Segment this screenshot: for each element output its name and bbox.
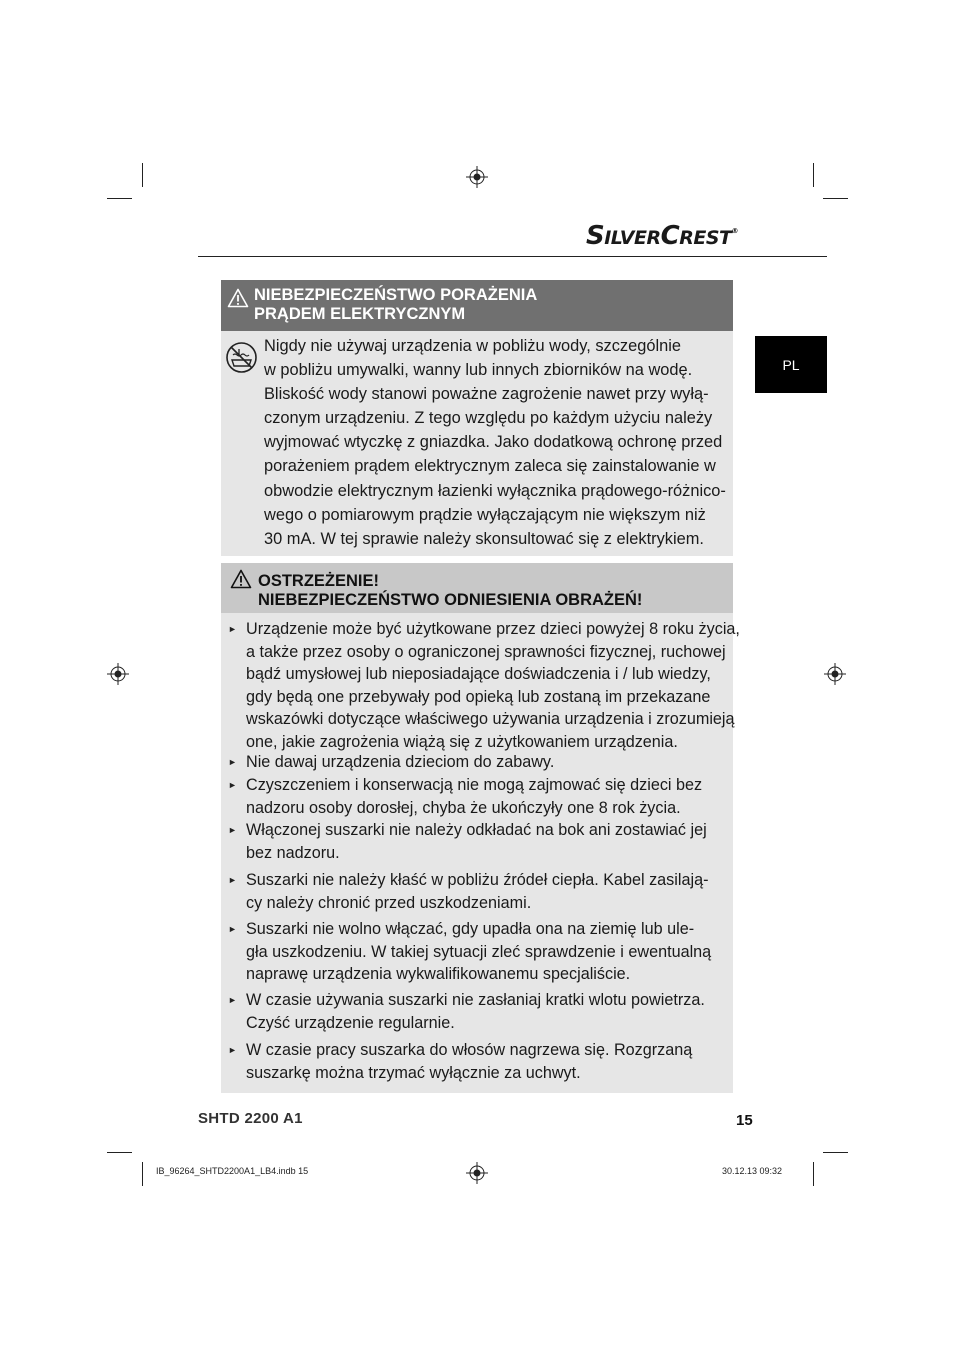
no-water-bath-icon [225, 341, 258, 374]
warning-box-header [221, 563, 733, 613]
language-tab: PL [755, 336, 827, 393]
warning-title-line: NIEBEZPIECZEŃSTWO ODNIESIENIA OBRAŻEŃ! [258, 591, 643, 609]
bullet-arrow-icon: ► [228, 875, 237, 885]
list-item-line: a także przez osoby o ograniczonej sprawności fizycznej, ruchowej [246, 642, 726, 661]
list-item-line: Czyszczeniem i konserwacją nie mogą zajmować się dzieci bez [246, 776, 703, 794]
warning-triangle-icon [230, 569, 252, 589]
print-slug-date: 30.12.13 09:32 [722, 1166, 783, 1176]
bullet-arrow-icon: ► [228, 780, 237, 790]
list-item-line: cy należy chronić przed uszkodzeniami. [246, 893, 532, 912]
danger-title-line: NIEBEZPIECZEŃSTWO PORAŻENIA [254, 286, 538, 304]
list-item-line: wskazówki dotyczące właściwego używania urządzenia i zrozumieją [246, 710, 735, 728]
paragraph-line: Bliskość wody stanowi poważne zagrożenie nawet przy wyłą- [264, 385, 709, 404]
list-item-line: Urządzenie może być użytkowane przez dzieci powyżej 8 roku życia, [246, 620, 740, 638]
bullet-arrow-icon: ► [228, 995, 237, 1005]
bullet-arrow-icon: ► [228, 825, 237, 835]
registration-mark-icon [824, 663, 846, 685]
crop-mark [823, 198, 848, 199]
print-slug-file: IB_96264_SHTD2200A1_LB4.indb 15 [156, 1166, 309, 1176]
list-item-line: Czyść urządzenie regularnie. [246, 1013, 455, 1032]
crop-mark [142, 163, 143, 187]
bullet-arrow-icon: ► [228, 757, 237, 767]
crop-mark [813, 163, 814, 187]
paragraph-line: wego o pomiarowym prądzie wyłączającym nie większym niż [264, 505, 706, 524]
crop-mark [107, 1152, 132, 1153]
bullet-arrow-icon: ► [228, 924, 237, 934]
list-item-line: bądź umysłowej lub nieposiadające doświadczenia i / lub wiedzy, [246, 665, 711, 683]
list-item-line: bez nadzoru. [246, 843, 340, 862]
paragraph-line: Nigdy nie używaj urządzenia w pobliżu wody, szczególnie [264, 337, 681, 355]
danger-paragraph [264, 334, 730, 551]
list-item-line: one, jakie zagrożenia wiążą się z użytkowaniem urządzenia. [246, 732, 678, 751]
crop-mark [813, 1162, 814, 1186]
brand-logo: SILVERCREST® [586, 221, 738, 251]
paragraph-line: czonym urządzeniu. Z tego względu po każdym użyciu należy [264, 409, 713, 428]
list-item-line: Nie dawaj urządzenia dzieciom do zabawy. [246, 753, 555, 771]
list-item-line: nadzoru osoby dorosłej, chyba że ukończyły one 8 rok życia. [246, 798, 681, 817]
page-number: 15 [736, 1112, 753, 1129]
paragraph-line: wyjmować wtyczkę z gniazdka. Jako dodatkową ochronę przed [264, 433, 723, 452]
bullet-arrow-icon: ► [228, 624, 237, 634]
model-number: SHTD 2200 A1 [198, 1110, 303, 1127]
list-item-line: gła uszkodzeniu. W takiej sytuacji zleć sprawdzenie i ewentualną [246, 942, 712, 961]
list-item-line: W czasie pracy suszarka do włosów nagrzewa się. Rozgrzaną [246, 1041, 693, 1059]
warning-triangle-icon [227, 288, 249, 308]
crop-mark [823, 1152, 848, 1153]
list-item-line: naprawę urządzenia wykwalifikowanemu specjaliście. [246, 965, 631, 983]
paragraph-line: 30 mA. W tej sprawie należy skonsultować się z elektrykiem. [264, 529, 704, 548]
paragraph-line: obwodzie elektrycznym łazienki wyłącznika prądowego-różnico- [264, 481, 726, 500]
list-item-line: Włączonej suszarki nie należy odkładać na bok ani zostawiać jej [246, 821, 707, 839]
paragraph-line: w pobliżu umywalki, wanny lub innych zbiorników na wodę. [264, 361, 693, 380]
list-item-line: Suszarki nie należy kłaść w pobliżu źródeł ciepła. Kabel zasilają- [246, 871, 709, 889]
danger-box-header [221, 280, 733, 331]
registration-mark-icon [466, 1162, 488, 1184]
registration-mark-icon [466, 166, 488, 188]
list-item-line: suszarkę można trzymać wyłącznie za uchwyt. [246, 1063, 581, 1082]
registration-mark-icon [107, 663, 129, 685]
bullet-arrow-icon: ► [228, 1045, 237, 1055]
list-item-line: W czasie używania suszarki nie zasłaniaj kratki wlotu powietrza. [246, 991, 705, 1009]
crop-mark [107, 198, 132, 199]
list-item-line: gdy będą one przebywały pod opieką lub zostaną im przekazane [246, 687, 711, 706]
header-rule [198, 256, 827, 257]
paragraph-line: porażeniem prądem elektrycznym zaleca się zainstalowanie w [264, 457, 716, 476]
list-item-line: Suszarki nie wolno włączać, gdy upadła ona na ziemię lub ule- [246, 920, 695, 938]
warning-title-line: OSTRZEŻENIE! [258, 572, 380, 590]
danger-title-line: PRĄDEM ELEKTRYCZNYM [254, 305, 466, 323]
crop-mark [142, 1162, 143, 1186]
